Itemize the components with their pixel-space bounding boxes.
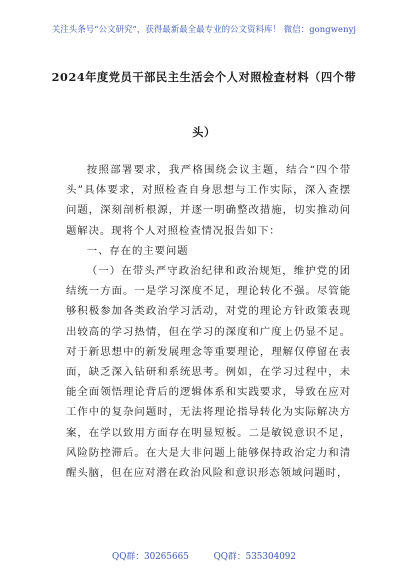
- header-promo-note: 关注头条号“公文研究”，获得最新最全最专业的公文资料库！ 微信：gongwenyj: [51, 24, 357, 34]
- title-line-1: 2024年度党员干部民主生活会个人对照检查材料（四个带: [51, 70, 357, 84]
- intro-paragraph: 按照部署要求，我严格围绕会议主题，结合“四个带头”具体要求，对照检查自身思想与工作实际，深入查摆问题，深刻剖析根源，并逐一明确整改措施，切实推动问题解决。现将个人对照检查情况报告如下：: [66, 164, 351, 237]
- section-heading: 一、存在的主要问题: [86, 244, 189, 257]
- body-paragraph: （一）在带头严守政治纪律和政治规矩，维护党的团结统一方面。一是学习深度不足，理论转化不强。尽管能够积极参加各类政治学习活动，对党的理论方针政策表现出较高的学习热情，但在学习的深度和广度上仍显不足。对于新思想中的新发展理念等重要理论，理解仅停留在表面，缺乏深入钻研和系统思考。例如，在学习过程中，未能全面领悟理论背后的逻辑体系和实践要求，导致在应对工作中的复杂问题时，无法将理论指导转化为实际解决方案，在学以致用方面存在明显短板。二是敏锐意识不足，风险防控滞后。在大是大非问题上能够保持政治定力和清醒头脑，但在应对潜在政治风险和意识形态领域问题时，: [66, 265, 351, 480]
- footer-qq-group-2: QQ群：535304092: [213, 552, 296, 562]
- document-title: [40, 64, 368, 146]
- footer-qq-group-1: QQ群：30265665: [112, 552, 189, 562]
- footer-contacts: [0, 549, 408, 562]
- title-line-2: 头）: [192, 125, 216, 139]
- document-body: [66, 160, 351, 483]
